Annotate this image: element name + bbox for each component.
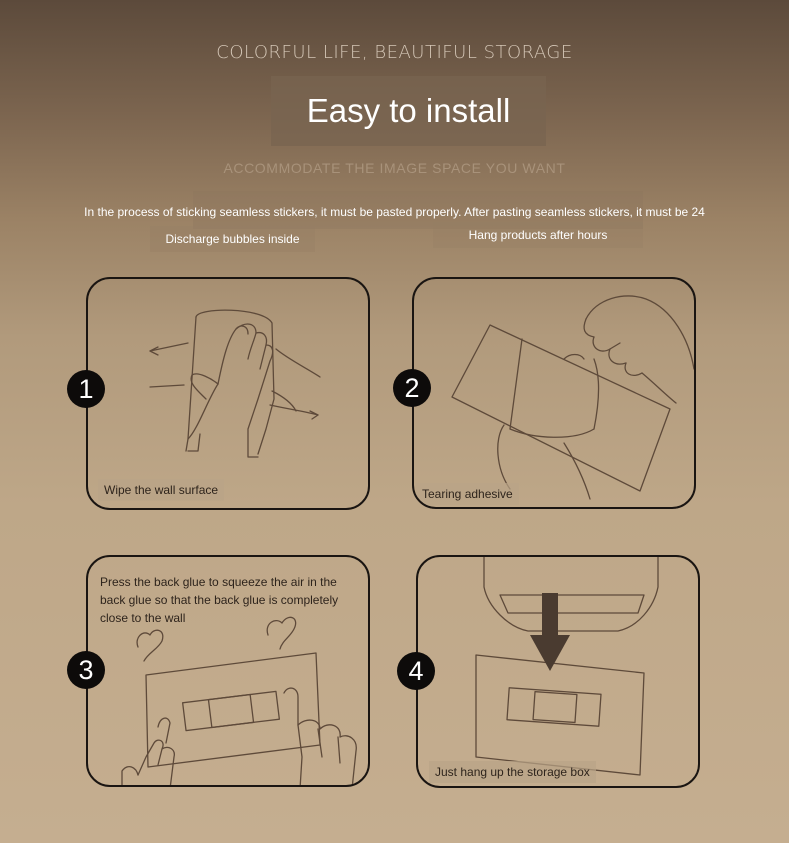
arrow-shaft <box>542 593 558 637</box>
step-1-caption: Wipe the wall surface <box>98 479 224 501</box>
header-subtag: ACCOMMODATE THE IMAGE SPACE YOU WANT <box>223 160 566 176</box>
step-3-caption: Press the back glue to squeeze the air in the back glue so that the back glue is completely close to the wall <box>100 575 339 625</box>
step-2-caption: Tearing adhesive <box>416 483 519 505</box>
step-2-badge: 2 <box>393 369 431 407</box>
step-3-badge: 3 <box>67 651 105 689</box>
header-tagline: COLORFUL LIFE, BEAUTIFUL STORAGE <box>216 42 573 63</box>
intro-line-1: In the process of sticking seamless stickers, it must be pasted properly. After pasting seamless stickers, it must be 24 <box>84 205 705 219</box>
step-1-card <box>86 277 370 510</box>
wipe-wall-illustration <box>88 279 370 510</box>
tearing-adhesive-illustration <box>414 279 696 509</box>
step-3-card <box>86 555 370 787</box>
step-4-caption: Just hang up the storage box <box>429 761 596 783</box>
step-2-card <box>412 277 696 509</box>
intro-line-2a: Discharge bubbles inside <box>150 226 315 252</box>
step-1-badge: 1 <box>67 370 105 408</box>
down-arrow-icon <box>530 635 570 671</box>
title-banner <box>271 76 546 146</box>
step-4-card <box>416 555 700 788</box>
step-4-badge: 4 <box>397 652 435 690</box>
intro-line-2b: Hang products after hours <box>433 222 643 248</box>
hang-box-illustration <box>418 557 700 788</box>
page-title: Easy to install <box>306 92 511 129</box>
